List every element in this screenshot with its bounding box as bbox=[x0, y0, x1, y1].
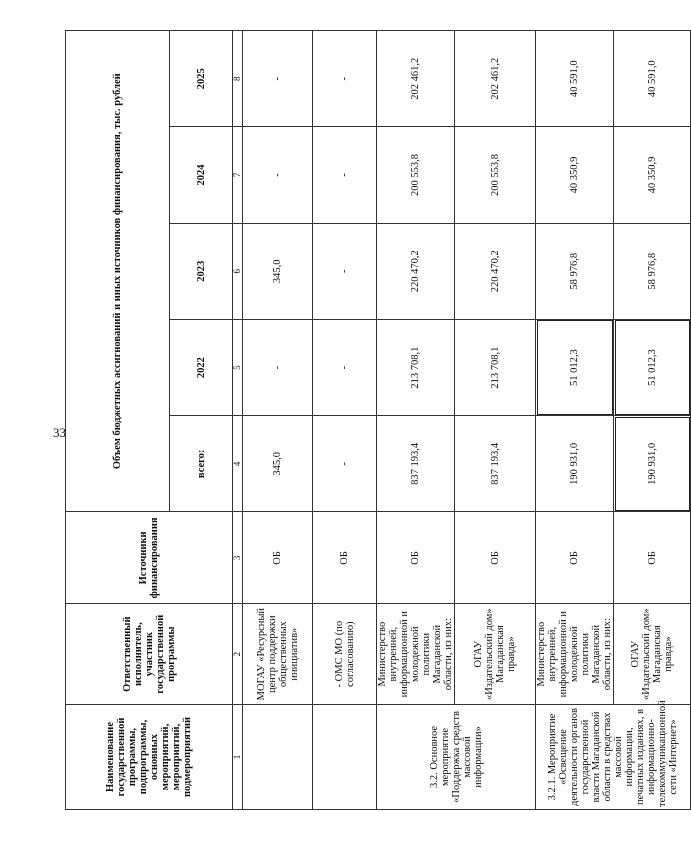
row-executor: ОГАУ «Издательский дом» Магаданская правда» bbox=[614, 604, 691, 705]
table-row bbox=[614, 31, 691, 810]
row-executor: МОГАУ «Ресурсный центр поддержки общественных инициатив» bbox=[243, 604, 313, 705]
rotated-table-container bbox=[65, 30, 679, 810]
row-2023: - bbox=[313, 223, 377, 319]
row-2023: 220 470,2 bbox=[377, 223, 455, 319]
row-total: 837 193,4 bbox=[455, 416, 536, 512]
column-number-row bbox=[233, 31, 243, 810]
row-2022: 213 708,1 bbox=[377, 319, 455, 415]
row-2024: 40 350,9 bbox=[536, 127, 614, 223]
column-number: 3 bbox=[233, 512, 243, 604]
row-source: ОБ bbox=[536, 512, 614, 604]
column-number: 1 bbox=[233, 704, 243, 809]
row-source: ОБ bbox=[614, 512, 691, 604]
row-total: 837 193,4 bbox=[377, 416, 455, 512]
row-executor: ОГАУ «Издательский дом» Магаданская правда» bbox=[455, 604, 536, 705]
row-2024: - bbox=[243, 127, 313, 223]
row-2023: 58 976,8 bbox=[536, 223, 614, 319]
row-name bbox=[243, 704, 313, 809]
row-2024: 200 553,8 bbox=[455, 127, 536, 223]
header-funding-group: Объем бюджетных ассигнований и иных источников финансирования, тыс. рублей bbox=[66, 31, 170, 512]
row-executor: - ОМС МО (по согласованию) bbox=[313, 604, 377, 705]
column-number: 6 bbox=[233, 223, 243, 319]
table-row bbox=[536, 31, 614, 810]
row-total: 190 931,0 bbox=[536, 416, 614, 512]
table-row bbox=[377, 31, 455, 810]
row-name bbox=[313, 704, 377, 809]
row-executor: Министерство внутренней, информационной и молодежной политики Магаданской области, из них: bbox=[377, 604, 455, 705]
header-year-2022: 2022 bbox=[170, 319, 233, 415]
row-source: ОБ bbox=[313, 512, 377, 604]
header-year-2025: 2025 bbox=[170, 31, 233, 127]
row-source: ОБ bbox=[243, 512, 313, 604]
row-2022: - bbox=[243, 319, 313, 415]
row-executor: Министерство внутренней, информационной и молодежной политики Магаданской области, из них: bbox=[536, 604, 614, 705]
row-total: - bbox=[313, 416, 377, 512]
header-year-2023: 2023 bbox=[170, 223, 233, 319]
row-total: 190 931,0 bbox=[614, 416, 691, 512]
column-number: 7 bbox=[233, 127, 243, 223]
row-2023: 220 470,2 bbox=[455, 223, 536, 319]
row-source: ОБ bbox=[377, 512, 455, 604]
row-2025: - bbox=[313, 31, 377, 127]
row-2025: 40 591,0 bbox=[614, 31, 691, 127]
row-2025: 202 461,2 bbox=[377, 31, 455, 127]
row-2022: 213 708,1 bbox=[455, 319, 536, 415]
row-2023: 58 976,8 bbox=[614, 223, 691, 319]
column-number: 5 bbox=[233, 319, 243, 415]
row-name: 3.2.1. Мероприятие «Освещение деятельности органов государственной власти Магаданской области в средствах массовой информации, печатных изданиях, в информационно-телекоммуникационной сети «Интернет» bbox=[536, 704, 691, 809]
page-number: 33 bbox=[53, 425, 66, 440]
header-year-2024: 2024 bbox=[170, 127, 233, 223]
column-number: 8 bbox=[233, 31, 243, 127]
row-2024: 200 553,8 bbox=[377, 127, 455, 223]
row-total: 345,0 bbox=[243, 416, 313, 512]
row-2022: 51 012,3 bbox=[614, 319, 691, 415]
table-row bbox=[313, 31, 377, 810]
header-name: Наименование государственной программы, подпрограммы, основных мероприятий, мероприятий, подмероприятий bbox=[66, 704, 233, 809]
table-row bbox=[455, 31, 536, 810]
row-2022: 51 012,3 bbox=[536, 319, 614, 415]
row-2025: 40 591,0 bbox=[536, 31, 614, 127]
header-sources: Источники финансирования bbox=[66, 512, 233, 604]
row-2024: 40 350,9 bbox=[614, 127, 691, 223]
row-2024: - bbox=[313, 127, 377, 223]
header-executor: Ответственный исполнитель, участник государственной программы bbox=[66, 604, 233, 705]
table-row bbox=[243, 31, 313, 810]
row-2022: - bbox=[313, 319, 377, 415]
row-2025: - bbox=[243, 31, 313, 127]
column-number: 2 bbox=[233, 604, 243, 705]
row-2025: 202 461,2 bbox=[455, 31, 536, 127]
funding-table bbox=[65, 30, 691, 810]
row-2023: 345,0 bbox=[243, 223, 313, 319]
column-number: 4 bbox=[233, 416, 243, 512]
row-name: 3.2. Основное мероприятие «Поддержка средств массовой информации» bbox=[377, 704, 536, 809]
header-total: всего: bbox=[170, 416, 233, 512]
row-source: ОБ bbox=[455, 512, 536, 604]
